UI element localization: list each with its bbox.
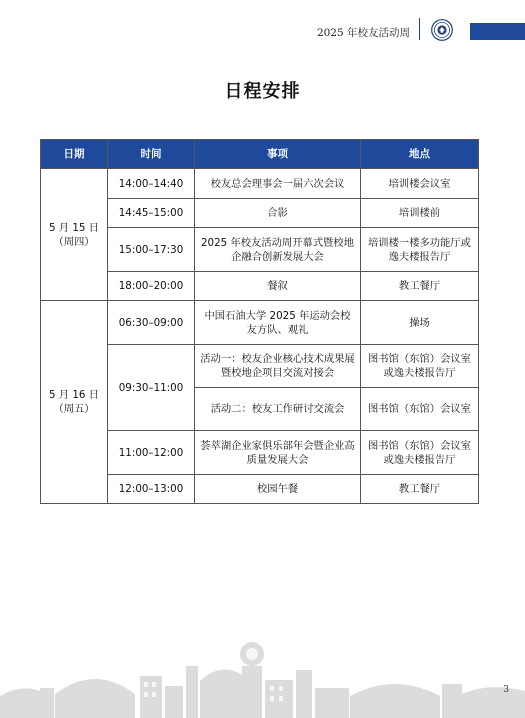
time-cell: 14:00–14:40 [108,169,195,199]
date-cell [41,169,108,301]
time-cell: 18:00–20:00 [108,272,195,301]
item-cell: 荟萃湖企业家俱乐部年会暨企业高质量发展大会 [195,431,361,475]
item-cell: 活动二：校友工作研讨交流会 [195,388,361,431]
item-cell: 合影 [195,199,361,228]
date-label: 5 月 15 日 [48,221,100,234]
time-cell: 09:30–11:00 [108,345,195,431]
page-number: 3 [503,685,509,695]
item-cell: 餐叙 [195,272,361,301]
item-cell: 中国石油大学 2025 年运动会校友方队、观礼 [195,301,361,345]
header-divider [419,18,420,40]
time-cell: 15:00–17:30 [108,228,195,272]
place-cell: 培训楼前 [361,199,479,228]
place-cell: 操场 [361,301,479,345]
place-cell: 图书馆（东馆）会议室 [361,388,479,431]
date-label: 5 月 16 日 [48,389,100,401]
date-cell [41,301,108,504]
item-cell: 校友总会理事会一届六次会议 [195,169,361,199]
item-cell: 活动一：校友企业核心技术成果展暨校地企项目交流对接会 [195,345,361,388]
item-cell: 2025 年校友活动周开幕式暨校地企融合创新发展大会 [195,228,361,272]
column-header-item: 事项 [195,140,361,169]
time-cell: 06:30–09:00 [108,301,195,345]
page-header [0,0,525,52]
time-cell: 11:00–12:00 [108,431,195,475]
place-cell: 培训楼会议室 [361,169,479,199]
header-title: 2025 年校友活动周 [316,27,410,39]
header-accent-bar [470,23,525,40]
page-title: 日程安排 [224,81,301,102]
campus-skyline-illustration [0,636,525,718]
university-emblem-icon [431,19,453,41]
time-cell: 14:45–15:00 [108,199,195,228]
weekday-label: （周四） [53,235,95,248]
column-header-date: 日期 [41,140,108,169]
time-cell: 12:00–13:00 [108,475,195,504]
place-cell: 教工餐厅 [361,475,479,504]
table-header-row [41,140,479,169]
place-cell: 教工餐厅 [361,272,479,301]
table-row [41,169,479,199]
column-header-time: 时间 [108,140,195,169]
schedule-table [40,139,479,504]
place-cell: 图书馆（东馆）会议室或逸夫楼报告厅 [361,345,479,388]
place-cell: 培训楼一楼多功能厅或逸夫楼报告厅 [361,228,479,272]
column-header-place: 地点 [361,140,479,169]
weekday-label: （周五） [53,403,95,415]
place-cell: 图书馆（东馆）会议室或逸夫楼报告厅 [361,431,479,475]
table-row [41,301,479,345]
item-cell: 校园午餐 [195,475,361,504]
